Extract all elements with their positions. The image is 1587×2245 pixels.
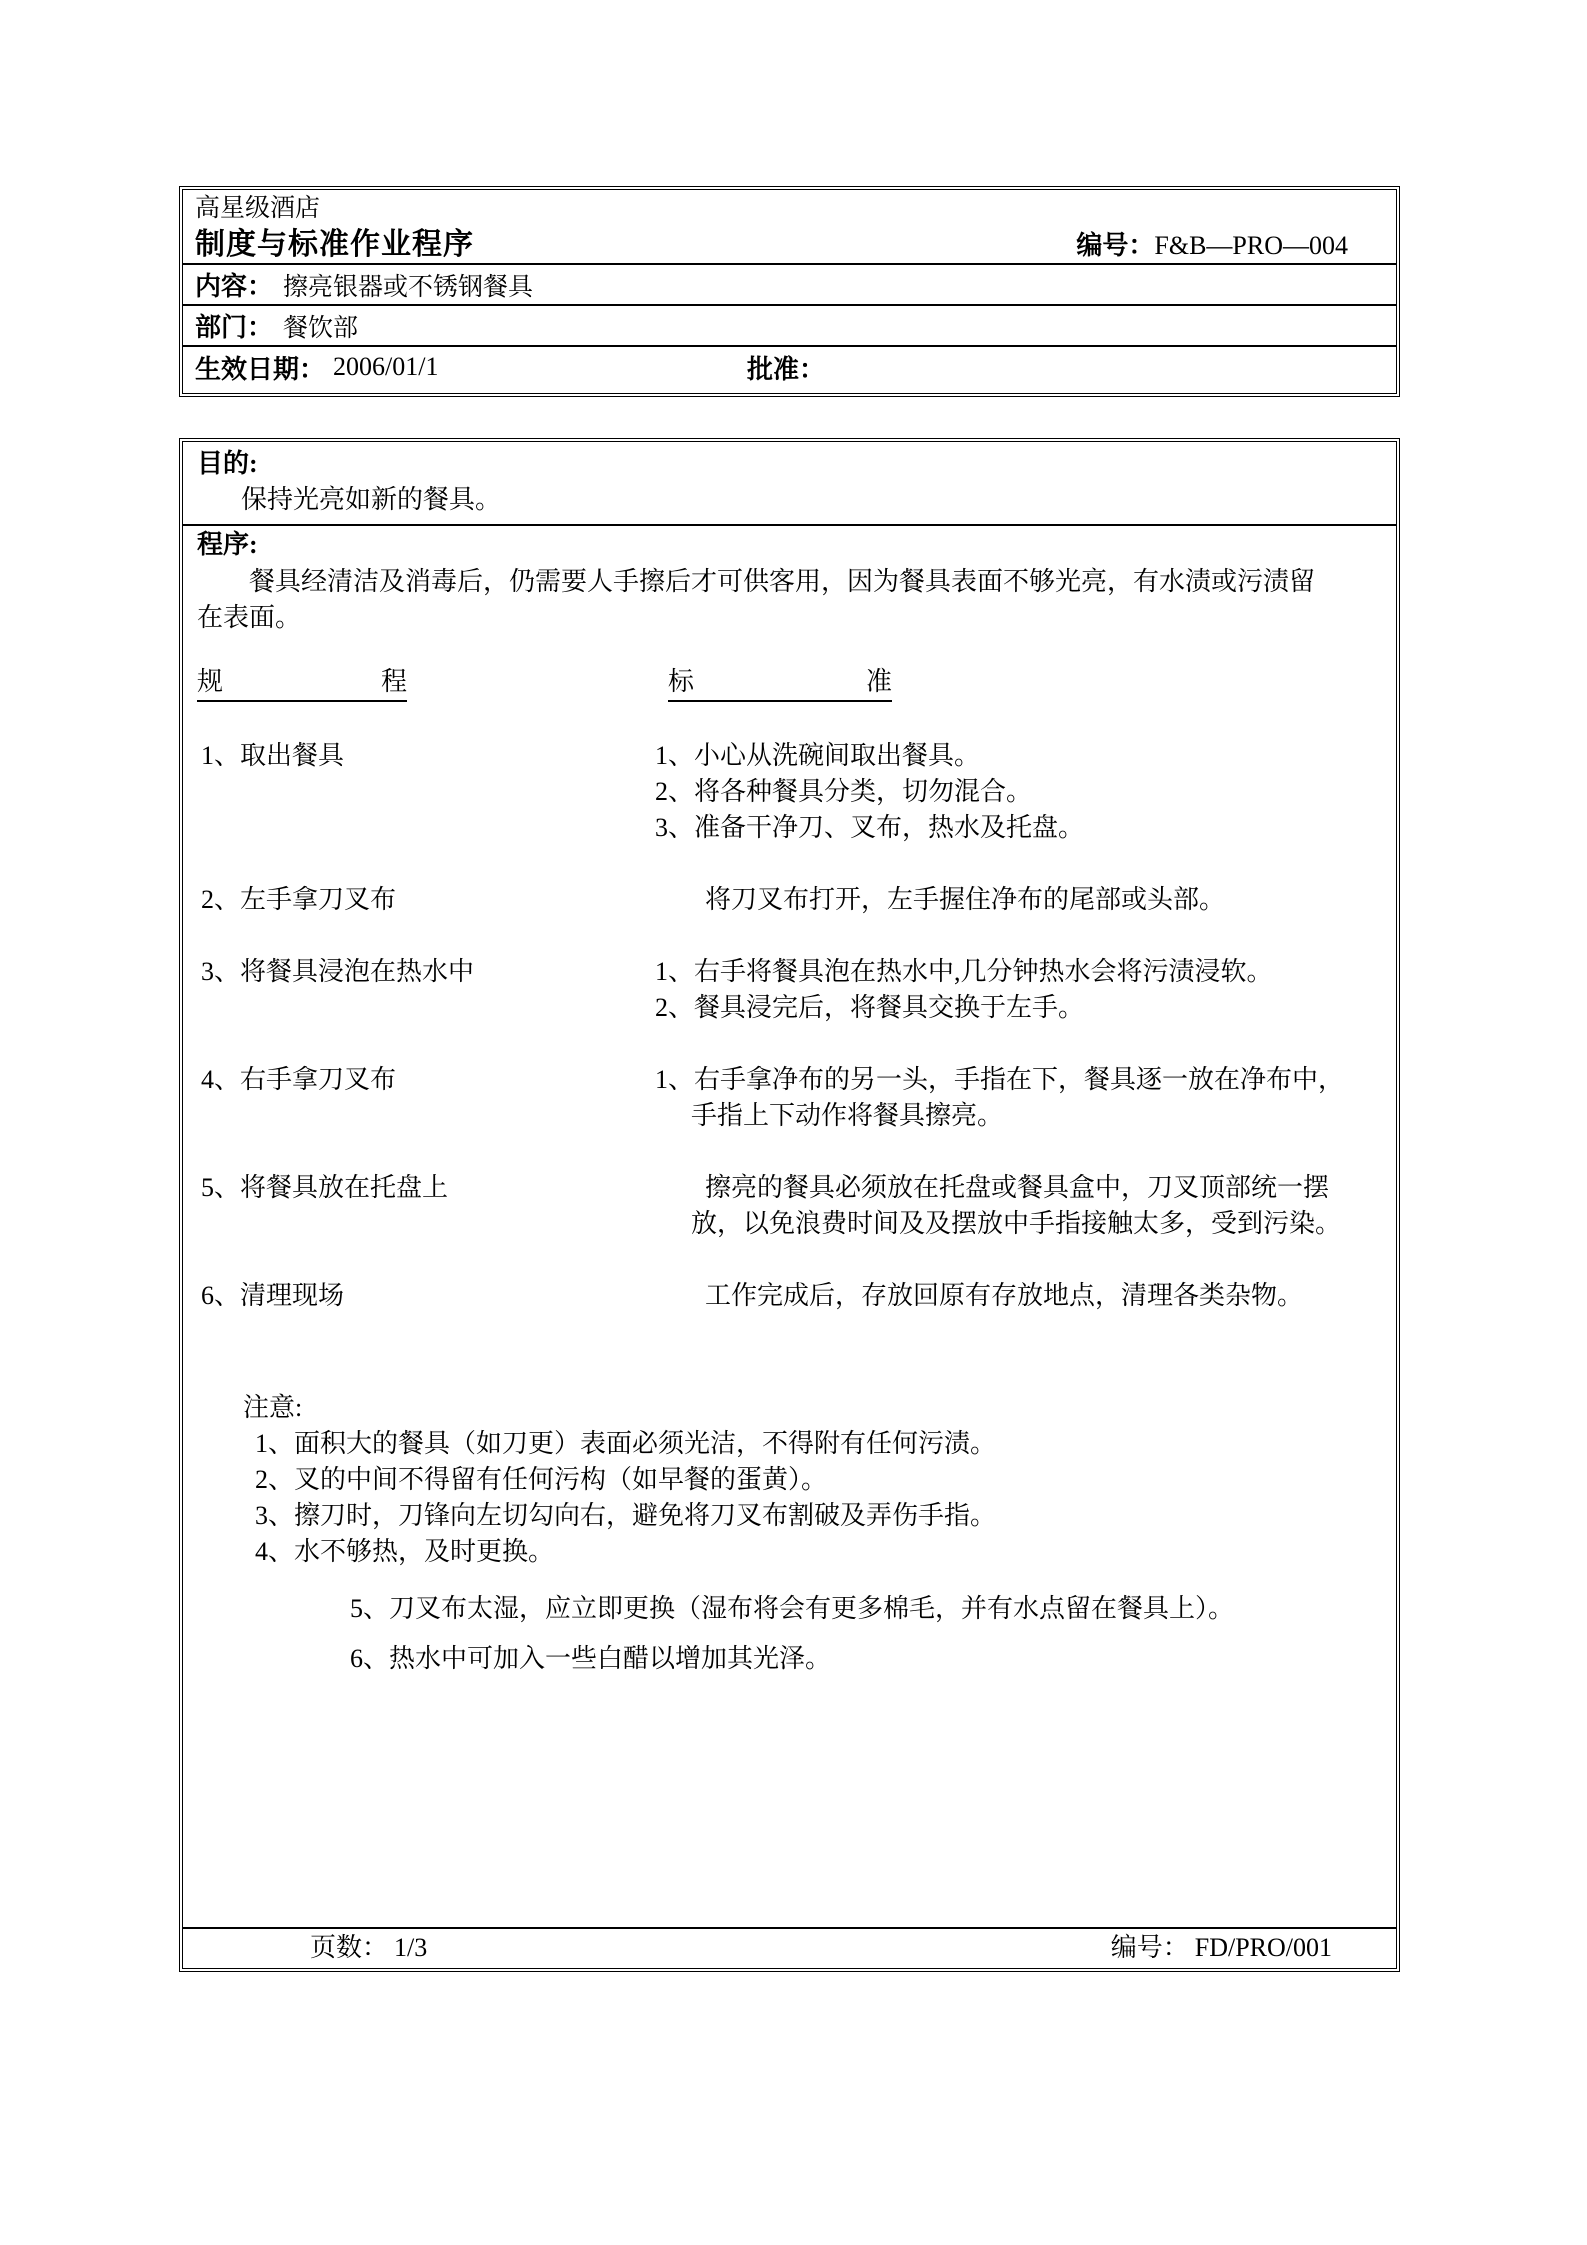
column-header-standard-char1: 标 xyxy=(668,667,695,696)
standard-line: 1、小心从洗碗间取出餐具。 xyxy=(655,741,981,770)
column-header-standard-char2: 准 xyxy=(865,667,892,696)
department-label: 部门： xyxy=(195,313,274,342)
step-standards xyxy=(655,1278,1382,1314)
step-standards xyxy=(655,882,1382,918)
standard-line: 2、将各种餐具分类，切勿混合。 xyxy=(655,777,1033,806)
procedure-section xyxy=(183,526,1396,1677)
standard-line: 1、右手将餐具泡在热水中,几分钟热水会将污渍浸软。 xyxy=(655,957,1273,986)
document-title: 制度与标准作业程序 xyxy=(195,228,474,261)
procedure-step-row xyxy=(197,1170,1382,1242)
standard-line: 2、餐具浸完后，将餐具交换于左手。 xyxy=(655,993,1085,1022)
header-title-row xyxy=(183,190,1396,265)
procedure-columns-header xyxy=(197,668,1382,702)
step-standards xyxy=(655,1170,1382,1242)
step-name: 2、左手拿刀叉布 xyxy=(201,885,397,914)
standard-line: 工作完成后，存放回原有存放地点，清理各类杂物。 xyxy=(705,1281,1304,1310)
column-header-standard xyxy=(668,668,892,702)
department-value: 餐饮部 xyxy=(283,314,359,342)
approval-label: 批准： xyxy=(747,354,826,384)
note-item: 4、水不够热，及时更换。 xyxy=(255,1537,555,1566)
document-code-value: F&B—PRO—004 xyxy=(1154,231,1348,260)
standard-line: 1、右手拿净布的另一头，手指在下，餐具逐一放在净布中， xyxy=(655,1065,1345,1094)
step-standards xyxy=(655,1062,1382,1134)
step-name: 4、右手拿刀叉布 xyxy=(201,1065,397,1094)
page-count-value: 1/3 xyxy=(394,1933,428,1962)
purpose-heading: 目的: xyxy=(197,449,258,478)
step-name: 5、将餐具放在托盘上 xyxy=(201,1173,449,1202)
column-header-procedure-char2: 程 xyxy=(380,667,407,696)
procedure-step-row xyxy=(197,882,1382,918)
procedure-heading: 程序: xyxy=(197,530,258,559)
standard-line: 将刀叉布打开，左手握住净布的尾部或头部。 xyxy=(705,885,1226,914)
standard-line: 3、准备干净刀、叉布，热水及托盘。 xyxy=(655,813,1085,842)
column-header-procedure xyxy=(197,668,407,702)
procedure-step-row xyxy=(197,954,1382,1026)
effective-date-value: 2006/01/1 xyxy=(333,352,439,381)
step-standards xyxy=(655,738,1382,846)
procedure-step-row xyxy=(197,1278,1382,1314)
procedure-intro-line2: 在表面。 xyxy=(197,603,302,632)
procedure-step-row xyxy=(197,738,1382,846)
document-footer-row xyxy=(183,1927,1396,1968)
step-name: 1、取出餐具 xyxy=(201,741,345,770)
note-item: 1、面积大的餐具（如刀更）表面必须光洁，不得附有任何污渍。 xyxy=(255,1429,997,1458)
page-count-label: 页数： xyxy=(310,1933,389,1962)
document-body-box xyxy=(179,438,1400,1972)
procedure-step-row xyxy=(197,1062,1382,1134)
procedure-intro-line1: 餐具经清洁及消毒后，仍需要人手擦后才可供客用，因为餐具表面不够光亮，有水渍或污渍留 xyxy=(249,567,1316,596)
step-name: 3、将餐具浸泡在热水中 xyxy=(201,957,475,986)
standard-line: 擦亮的餐具必须放在托盘或餐具盒中，刀叉顶部统一摆 xyxy=(705,1173,1330,1202)
footer-code-label: 编号： xyxy=(1110,1933,1189,1962)
footer-code-value: FD/PRO/001 xyxy=(1194,1933,1332,1962)
content-value: 擦亮银器或不锈钢餐具 xyxy=(283,273,534,301)
standard-line: 手指上下动作将餐具擦亮。 xyxy=(691,1101,1004,1130)
column-header-procedure-char1: 规 xyxy=(197,667,224,696)
purpose-section xyxy=(183,442,1396,526)
header-date-row xyxy=(183,347,1396,387)
footer-code xyxy=(1111,1929,1332,1967)
note-item: 3、擦刀时，刀锋向左切勾向右，避免将刀叉布割破及弄伤手指。 xyxy=(255,1501,997,1530)
notes-heading: 注意: xyxy=(243,1393,303,1422)
step-name: 6、清理现场 xyxy=(201,1281,345,1310)
standard-line: 放，以免浪费时间及及摆放中手指接触太多，受到污染。 xyxy=(691,1209,1342,1238)
document-code xyxy=(1076,225,1348,262)
document-header-table xyxy=(179,186,1400,397)
step-standards xyxy=(655,954,1382,1026)
header-department-row xyxy=(183,306,1396,347)
note-item: 5、刀叉布太湿，应立即更换（湿布将会有更多棉毛，并有水点留在餐具上）。 xyxy=(350,1594,1235,1623)
hotel-name: 高星级酒店 xyxy=(195,195,321,222)
document-code-label: 编号： xyxy=(1076,231,1155,260)
content-label: 内容： xyxy=(195,272,274,301)
effective-date-label: 生效日期： xyxy=(195,354,326,384)
title-line xyxy=(195,225,1384,264)
page-count xyxy=(310,1929,427,1967)
header-content-row xyxy=(183,265,1396,306)
note-item: 2、叉的中间不得留有任何污构（如早餐的蛋黄）。 xyxy=(255,1465,828,1494)
note-item: 6、热水中可加入一些白醋以增加其光泽。 xyxy=(350,1644,832,1673)
purpose-text: 保持光亮如新的餐具。 xyxy=(241,485,502,514)
